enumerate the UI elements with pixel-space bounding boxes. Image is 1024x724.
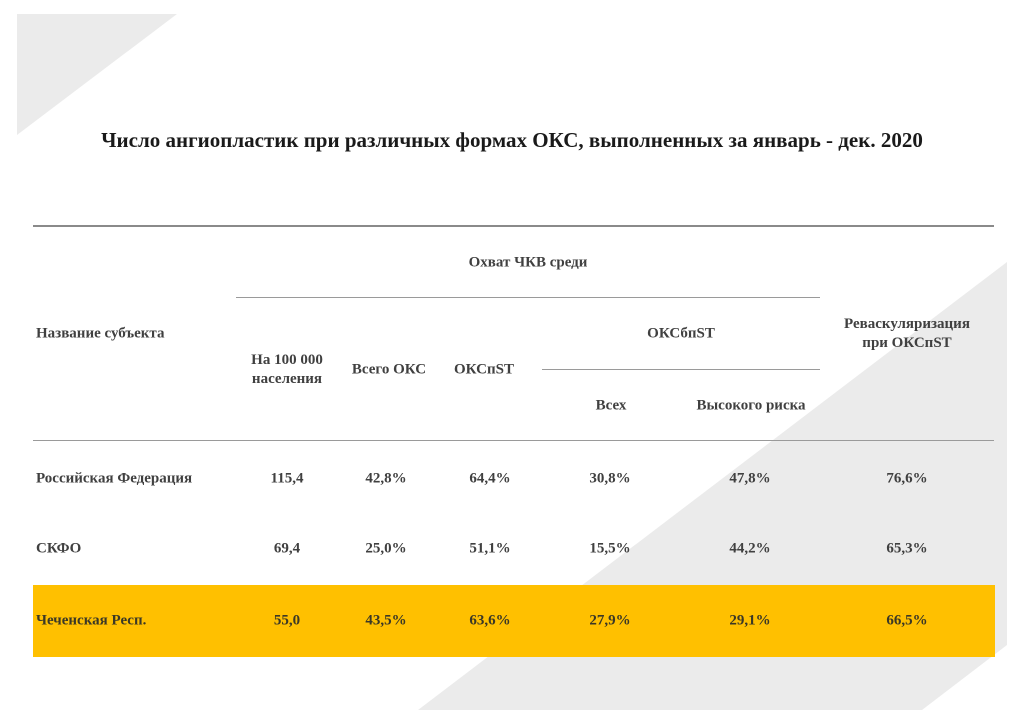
cell-nstemi-high-risk: 47,8%: [729, 470, 771, 487]
header-per-100k: [251, 351, 323, 389]
cell-all-acs: 25,0%: [365, 540, 407, 557]
header-revasc-line2: при ОКСпST: [862, 335, 952, 351]
coverage-group-rule: [236, 297, 820, 298]
cell-revasc-stemi: 66,5%: [886, 612, 928, 629]
header-per-100k-line1: На 100 000: [251, 352, 323, 368]
header-revasc-line1: Реваскуляризация: [844, 316, 970, 332]
nstemi-group-rule: [542, 369, 820, 370]
cell-stemi: 64,4%: [469, 470, 511, 487]
header-stemi: ОКСпST: [454, 361, 514, 378]
cell-nstemi-all: 27,9%: [589, 612, 631, 629]
cell-stemi: 51,1%: [469, 540, 511, 557]
decor-triangle-top-left: [17, 14, 177, 135]
header-subject: Название субъекта: [36, 325, 165, 342]
cell-nstemi-all: 30,8%: [589, 470, 631, 487]
cell-per-100k: 115,4: [270, 470, 304, 487]
cell-all-acs: 43,5%: [365, 612, 407, 629]
cell-nstemi-high-risk: 29,1%: [729, 612, 771, 629]
cell-per-100k: 69,4: [273, 540, 301, 557]
header-coverage-group: Охват ЧКВ среди: [468, 254, 588, 271]
header-bottom-rule: [33, 440, 994, 441]
header-all-acs: Всего ОКС: [351, 361, 427, 378]
header-nstemi-high-risk: Высокого риска: [696, 397, 806, 414]
cell-stemi: 63,6%: [469, 612, 511, 629]
header-nstemi-all: Всех: [595, 397, 627, 414]
cell-subject: Чеченская Респ.: [36, 612, 147, 629]
cell-nstemi-all: 15,5%: [589, 540, 631, 557]
cell-subject: Российская Федерация: [36, 470, 193, 487]
cell-subject: СКФО: [36, 540, 82, 557]
header-per-100k-line2: населения: [251, 371, 323, 387]
cell-all-acs: 42,8%: [365, 470, 407, 487]
cell-nstemi-high-risk: 44,2%: [729, 540, 771, 557]
header-revasc-stemi: [844, 315, 970, 353]
slide-title: Число ангиопластик при различных формах ОКС, выполненных за январь - дек. 2020: [101, 128, 923, 152]
cell-per-100k: 55,0: [273, 612, 301, 629]
cell-revasc-stemi: 76,6%: [886, 470, 928, 487]
highlight-row-band: [33, 585, 995, 657]
table-top-rule: [33, 225, 994, 227]
header-nstemi-group: ОКСбпST: [647, 325, 715, 342]
cell-revasc-stemi: 65,3%: [886, 540, 928, 557]
